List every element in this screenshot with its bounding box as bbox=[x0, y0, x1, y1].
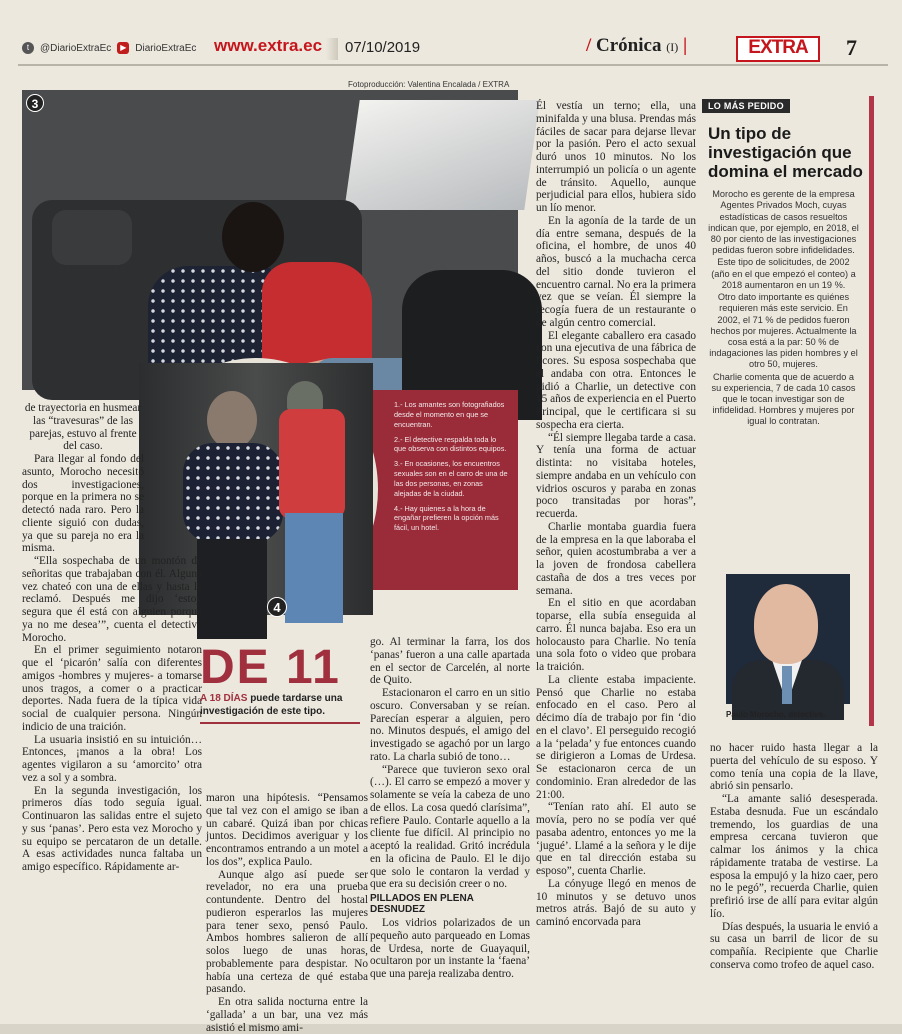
paragraph: maron una hipótesis. “Pensamos que tal vez con el amigo se iban a un cabaré. Quizá iban por chicas juntos. Decidimos averiguar y los encontramos entrando a un motel a los dos”, explica Paulo. bbox=[206, 792, 368, 868]
sidebar-box bbox=[702, 96, 874, 726]
twitter-handle: @DiarioExtraEc bbox=[40, 42, 112, 54]
man-cap bbox=[287, 381, 323, 411]
paragraph: no hacer ruido hasta llegar a la puerta del vehículo de su esposo. Y como tenía una copia de la llave, abrió sin pensarlo. bbox=[710, 742, 878, 793]
article-column-4 bbox=[536, 100, 696, 929]
paragraph: En el primer seguimiento notaron que el ‘picarón’ salía con diferentes amigos -hombres y mujeres- a tomarse unos tragos, a comer o a practicar deportes. Nada fuera de la típica vida social de cualquier persona. Ningún indicio de una traición. bbox=[22, 644, 202, 733]
car-window bbox=[344, 100, 539, 210]
article-column-3 bbox=[370, 636, 530, 981]
sidebar-paragraph: Charlie comenta que de acuerdo a su experiencia, 7 de cada 10 casos que le tocan investigar son de infidelidad. Hombres y mujeres por igual lo contratan. bbox=[711, 371, 856, 427]
paragraph: Días después, la usuaria le envió a su casa un barril de licor de su compañía. Recipiente que Charlie conserva como trofeo de aquel caso. bbox=[710, 920, 878, 971]
paragraph: La cliente estaba impaciente. Pensó que Charlie no estaba enfocado en el caso. Pero al décimo día de trabajo por fin ‘dio en el clavo’. El perseguido recogió a la ‘pelada’ y fue entonces cuando se dirigieron a Lomas de Urdesa. Se estacionaron cerca de un condominio. Eran alrededor de las 21:00. bbox=[536, 673, 696, 801]
website-url: www.extra.ec bbox=[214, 36, 323, 55]
portrait-head bbox=[754, 584, 818, 664]
header-divider bbox=[326, 38, 338, 60]
paragraph: Los vidrios polarizados de un pequeño auto parqueado en Lomas de Urdesa, norte de Guayaquil, ocultaron por un instante la ‘faena’ que una pareja realizaba dentro. bbox=[370, 917, 530, 980]
subheading: PILLADOS EN PLENA DESNUDEZ bbox=[370, 893, 474, 915]
paragraph: La usuaria insistió en su intuición… Entonces, ¡manos a la obra! Los agentes vigilaron a su ‘amorcito’ otra vez a sol y a sombra. bbox=[22, 733, 202, 784]
caption-item: 1.- Los amantes son fotografiados desde el momento en que se encuentran. bbox=[394, 400, 505, 429]
article-column-2 bbox=[206, 792, 368, 1034]
paragraph: “Él siempre llegaba tarde a casa. Y tenía una forma de actuar distinta: no visitaba hoteles, siempre andaba en un vehículo con vidrios oscuros y paraba en zonas poco transitadas por horas”, recuerda. bbox=[536, 431, 696, 520]
twitter-icon: t bbox=[22, 42, 34, 54]
sidebar-title: Un tipo de investigación que domina el mercado bbox=[708, 124, 863, 182]
headrest bbox=[52, 210, 132, 265]
woman-blouse bbox=[183, 443, 283, 543]
paragraph: En la agonía de la tarde de un día entre semana, después de la oficina, el hombre, de unos 40 años, buscó a la muchacha cerca del sitio donde tuvieron el encuentro carnal. No era la primera vez que se veían. Él siempre la recogía fuera de un restaurante o de algún centro comercial. bbox=[536, 214, 696, 329]
sidebar-paragraph: Este tipo de solicitudes, de 2002 (año en el que empezó el conteo) a 2018 aumentaron en un 19 %. bbox=[711, 257, 856, 290]
photo-number-badge: 4 bbox=[267, 597, 287, 617]
sidebar-tag: LO MÁS PEDIDO bbox=[702, 99, 790, 113]
section-index: (I) bbox=[666, 40, 679, 54]
article-column-5 bbox=[710, 742, 878, 972]
paragraph: En el sitio en que acordaban toparse, ella subía enseguida al carro. Él nunca bajaba. Eso era un holocausto para Charlie. No tenía una sola foto o video que probara la traición. bbox=[536, 597, 696, 673]
portrait-caption: Paulo Morocho, detective. bbox=[726, 710, 826, 719]
woman-legs bbox=[197, 539, 267, 639]
paragraph: “Parece que tuvieron sexo oral (…). El carro se empezó a mover y solamente se veía la cabeza de uno de ellos. La cosa quedó clarísima”, refiere Paulo. Contarle aquello a la cliente fue difícil. Al principio no aceptó la realidad. Gritó incrédula en la oficina de Paulo. El le dijo que solo le contaron la verdad y que era su decisión creer o no. bbox=[370, 763, 530, 891]
brand-logo: EXTRA bbox=[736, 36, 820, 62]
paragraph: Él vestía un terno; ella, una minifalda y una blusa. Prendas más fáciles de sacar para dejarse llevar por la pasión. Pero el acto sexual duró unos 10 minutos. No los interrumpió un policía o un agente de tránsito. Aquello, aunque perjudicial para ellos, hubiera sido un lío menor. bbox=[536, 100, 697, 214]
paragraph: En otra salida nocturna entre la ‘gallada’ a un bar, una vez más asistió el mismo ami- bbox=[206, 996, 368, 1034]
paragraph: Para llegar al fondo del asunto, Morocho necesitó dos investigaciones, porque en la primera no se detectó nada raro. Pero la cliente siguió con dudas, ya que su pareja no era la misma. bbox=[22, 453, 144, 555]
sidebar-paragraph: Morocho es gerente de la empresa Agentes Privados Moch, cuyas estadísticas de casos resueltos indican que, por ejemplo, en 2018, el 80 por ciento de las investigaciones pedidas fueron sobre infidelidades. bbox=[708, 189, 859, 256]
section-name: Crónica bbox=[596, 35, 662, 56]
page-header bbox=[18, 35, 888, 66]
article-column-1 bbox=[22, 402, 202, 874]
man-red-shirt bbox=[279, 409, 345, 519]
photo-credit: Fotoproducción: Valentina Encalada / EXTRA bbox=[348, 80, 510, 89]
paragraph: La cónyuge llegó en menos de 10 minutos y se detuvo unos metros atrás. Bajó de su auto y caminó encorvada para bbox=[536, 877, 696, 928]
stat-text bbox=[200, 693, 368, 718]
man-head bbox=[222, 202, 284, 272]
paragraph: Estacionaron el carro en un sitio oscuro. Conversaban y se reían. Parecían esperar a alguien, pero no. Minutos después, el amigo del investigado se agachó por un largo rato. La charla subió de tono… bbox=[370, 687, 530, 763]
woman-head bbox=[207, 391, 257, 449]
stat-highlight: A 18 DÍAS bbox=[200, 693, 248, 704]
page-number: 7 bbox=[846, 35, 857, 60]
photo-caption-box bbox=[364, 390, 518, 590]
paragraph: El elegante caballero era casado con una ejecutiva de una fábrica de licores. Su esposa sospechaba que él andaba con otra. Entonces le pidió a Charlie, un detective con 15 años de experiencia en el Puerto Principal, que le certificara si su sospecha era cierta. bbox=[536, 329, 696, 431]
section-title: / Crónica (I) | bbox=[586, 35, 688, 56]
photo-number-badge: 3 bbox=[26, 94, 44, 112]
social-handles bbox=[22, 42, 196, 54]
issue-date: 07/10/2019 bbox=[345, 39, 421, 56]
sidebar-body bbox=[702, 189, 869, 428]
stat-description: puede tardarse una investigación de este tipo. bbox=[200, 693, 343, 717]
stat-number: DE 11 bbox=[200, 641, 341, 694]
stat-callout bbox=[200, 641, 368, 724]
paragraph: Aunque algo así puede ser revelador, no era una prueba contundente. Dentro del hostal pudieron esperarlos las mujeres para tener sexo, pensó Paulo. Ambos hombres salieron de allí solos luego de unas horas, probablemente para despistar. No había una certeza de qué estaba pasando. bbox=[206, 868, 368, 996]
youtube-icon: ▶ bbox=[117, 42, 129, 54]
man-jeans bbox=[285, 513, 343, 623]
paragraph: “Tenían rato ahí. El auto se movía, pero no se podía ver qué pasaba adentro, entonces yo me la ‘jugué’. Llamé a la señora y le dije que en tal dirección estaba su esposo”, cuenta Charlie. bbox=[536, 801, 696, 877]
detective-portrait bbox=[726, 574, 850, 704]
portrait-tie bbox=[782, 666, 792, 704]
paragraph: Charlie montaba guardia fuera de la empresa en la que laboraba el señor, quien acostumbraba a ver a la joven de frondosa cabellera castaña de dos a tres veces por semana. bbox=[536, 520, 696, 597]
paragraph: En la segunda investigación, los primeros días todo seguía igual. Continuaron las salidas entre el sujeto y sus ‘panas’. Pero esta vez Morocho y su equipo se percataron de un detalle. A esas actividades nunca faltaba un amigo específico. Rápidamente ar- bbox=[22, 784, 202, 873]
paragraph: go. Al terminar la farra, los dos ‘panas’ fueron a una calle apartada en el sector de Carcelén, al norte de Quito. bbox=[370, 636, 530, 687]
car-couple-photo bbox=[22, 90, 518, 390]
paragraph: “La amante salió desesperada. Estaba desnuda. Fue un escándalo tremendo, los guardias de una empresa cercana tuvieron que calmar los ánimos y la chica rápidamente trataba de vestirse. La esposa la empujó y la hizo caer, pero no le pegó”, recuerda Charlie, quien prefirió irse de allí para evitar algún lío. bbox=[710, 793, 878, 920]
paragraph: de trayectoria en husmear las “travesuras” de las parejas, estuvo al frente del caso. bbox=[24, 402, 142, 453]
paragraph: “Ella sospechaba de un montón de señoritas que trabajaban con él. Alguna vez chateó con una de ellas y hasta le reclamó. Después me dijo ‘estoy segura que él está con alguien porque ya no me desea’”, cuenta el detective Morocho. bbox=[22, 555, 202, 644]
caption-item: 2.- El detective respalda toda lo que observa con distintos equipos. bbox=[394, 434, 507, 454]
stat-rule bbox=[200, 722, 360, 724]
caption-item: 4.- Hay quienes a la hora de engañar prefieren la opción más fácil, un hotel. bbox=[394, 503, 499, 533]
caption-item: 3.- En ocasiones, los encuentros sexuales son en el carro de una de las dos personas, en zonas alejadas de la ciudad. bbox=[394, 459, 508, 498]
sidebar-paragraph: Otro dato importante es quiénes requieren más este servicio. En 2002, el 71 % de pedidos fueron hechos por mujeres. Actualmente la cosa está a la par: 50 % de indagaciones las piden hombres y el otro 50, mujeres. bbox=[709, 292, 858, 370]
youtube-handle: DiarioExtraEc bbox=[135, 42, 197, 54]
